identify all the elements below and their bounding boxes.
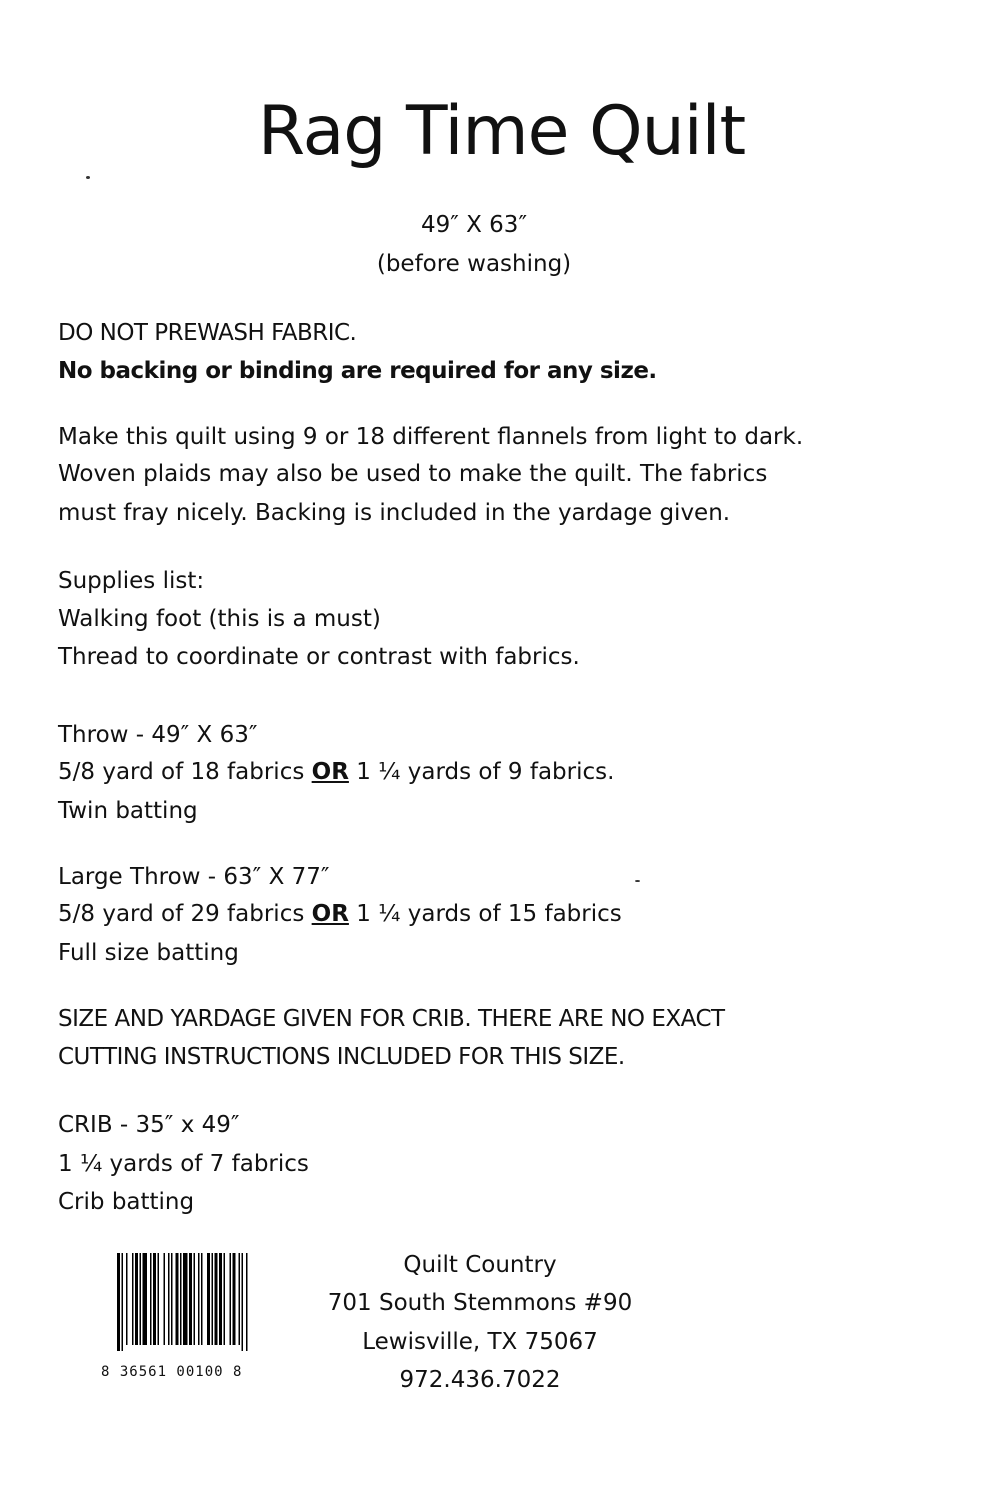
barcode-bar bbox=[239, 1253, 241, 1345]
scan-speck bbox=[635, 880, 640, 882]
barcode-bar bbox=[242, 1253, 244, 1351]
barcode-bar bbox=[219, 1253, 222, 1345]
barcode-bar bbox=[180, 1253, 182, 1345]
barcode bbox=[117, 1253, 295, 1351]
barcode-number: 8 36561 00100 8 bbox=[101, 1364, 243, 1380]
throw-yardage bbox=[58, 757, 614, 787]
barcode-bar bbox=[168, 1253, 170, 1345]
barcode-bar bbox=[212, 1253, 214, 1345]
barcode-bar bbox=[215, 1253, 218, 1345]
intro-line-2: Woven plaids may also be used to make the quilt. The fabrics bbox=[58, 461, 768, 487]
publisher-street: 701 South Stemmons #90 bbox=[327, 1290, 633, 1316]
crib-yardage: 1 ¼ yards of 7 fabrics bbox=[58, 1151, 309, 1177]
intro-line-1: Make this quilt using 9 or 18 different flannels from light to dark. bbox=[58, 424, 804, 450]
barcode-bar bbox=[153, 1253, 156, 1345]
prewash-notice: DO NOT PREWASH FABRIC. bbox=[58, 320, 357, 346]
barcode-bar bbox=[189, 1253, 192, 1345]
crib-note-1: SIZE AND YARDAGE GIVEN FOR CRIB. THERE ARE NO EXACT bbox=[58, 1006, 725, 1032]
large-throw-yardage bbox=[58, 899, 622, 929]
barcode-bar bbox=[143, 1253, 148, 1345]
barcode-bar bbox=[150, 1253, 152, 1345]
large-throw-batting: Full size batting bbox=[58, 940, 239, 966]
large-throw-yardage-a: 5/8 yard of 29 fabrics bbox=[58, 901, 312, 927]
large-throw-or: OR bbox=[311, 901, 349, 927]
supply-item: Thread to coordinate or contrast with fabrics. bbox=[58, 644, 580, 670]
barcode-bar bbox=[117, 1253, 120, 1351]
barcode-bar bbox=[164, 1253, 166, 1345]
supplies-heading: Supplies list: bbox=[58, 568, 205, 594]
barcode-bar bbox=[246, 1253, 248, 1351]
crib-note-2: CUTTING INSTRUCTIONS INCLUDED FOR THIS SIZE. bbox=[58, 1044, 625, 1070]
backing-notice: No backing or binding are required for any size. bbox=[58, 358, 657, 384]
barcode-bar bbox=[126, 1253, 128, 1345]
large-throw-yardage-b: 1 ¼ yards of 15 fabrics bbox=[348, 901, 622, 927]
throw-name: Throw - 49″ X 63″ bbox=[58, 722, 258, 748]
barcode-bar bbox=[230, 1253, 232, 1345]
barcode-bar bbox=[122, 1253, 124, 1351]
barcode-bar bbox=[183, 1253, 188, 1345]
barcode-bar bbox=[158, 1253, 160, 1345]
crib-batting: Crib batting bbox=[58, 1189, 195, 1215]
intro-line-3: must fray nicely. Backing is included in the yardage given. bbox=[58, 500, 731, 526]
barcode-bar bbox=[233, 1253, 236, 1345]
throw-batting: Twin batting bbox=[58, 798, 198, 824]
barcode-bar bbox=[201, 1253, 203, 1345]
barcode-bar bbox=[207, 1253, 210, 1345]
throw-yardage-a: 5/8 yard of 18 fabrics bbox=[58, 759, 312, 785]
page-title: Rag Time Quilt bbox=[257, 92, 746, 171]
barcode-bar bbox=[224, 1253, 226, 1345]
barcode-bar bbox=[135, 1253, 138, 1345]
barcode-bar bbox=[171, 1253, 173, 1345]
supply-item: Walking foot (this is a must) bbox=[58, 606, 381, 632]
barcode-bar bbox=[194, 1253, 196, 1345]
quilt-size: 49″ X 63″ bbox=[420, 212, 528, 238]
crib-name: CRIB - 35″ x 49″ bbox=[58, 1112, 240, 1138]
barcode-bar bbox=[198, 1253, 200, 1345]
size-note: (before washing) bbox=[376, 251, 572, 277]
barcode-bar bbox=[132, 1253, 134, 1345]
publisher-name: Quilt Country bbox=[403, 1252, 557, 1278]
barcode-bar bbox=[140, 1253, 142, 1345]
barcode-bar bbox=[176, 1253, 179, 1345]
publisher-phone: 972.436.7022 bbox=[399, 1367, 561, 1393]
throw-or: OR bbox=[311, 759, 349, 785]
throw-yardage-b: 1 ¼ yards of 9 fabrics. bbox=[348, 759, 615, 785]
publisher-city: Lewisville, TX 75067 bbox=[362, 1329, 598, 1355]
large-throw-name: Large Throw - 63″ X 77″ bbox=[58, 864, 330, 890]
scan-speck bbox=[86, 176, 90, 179]
